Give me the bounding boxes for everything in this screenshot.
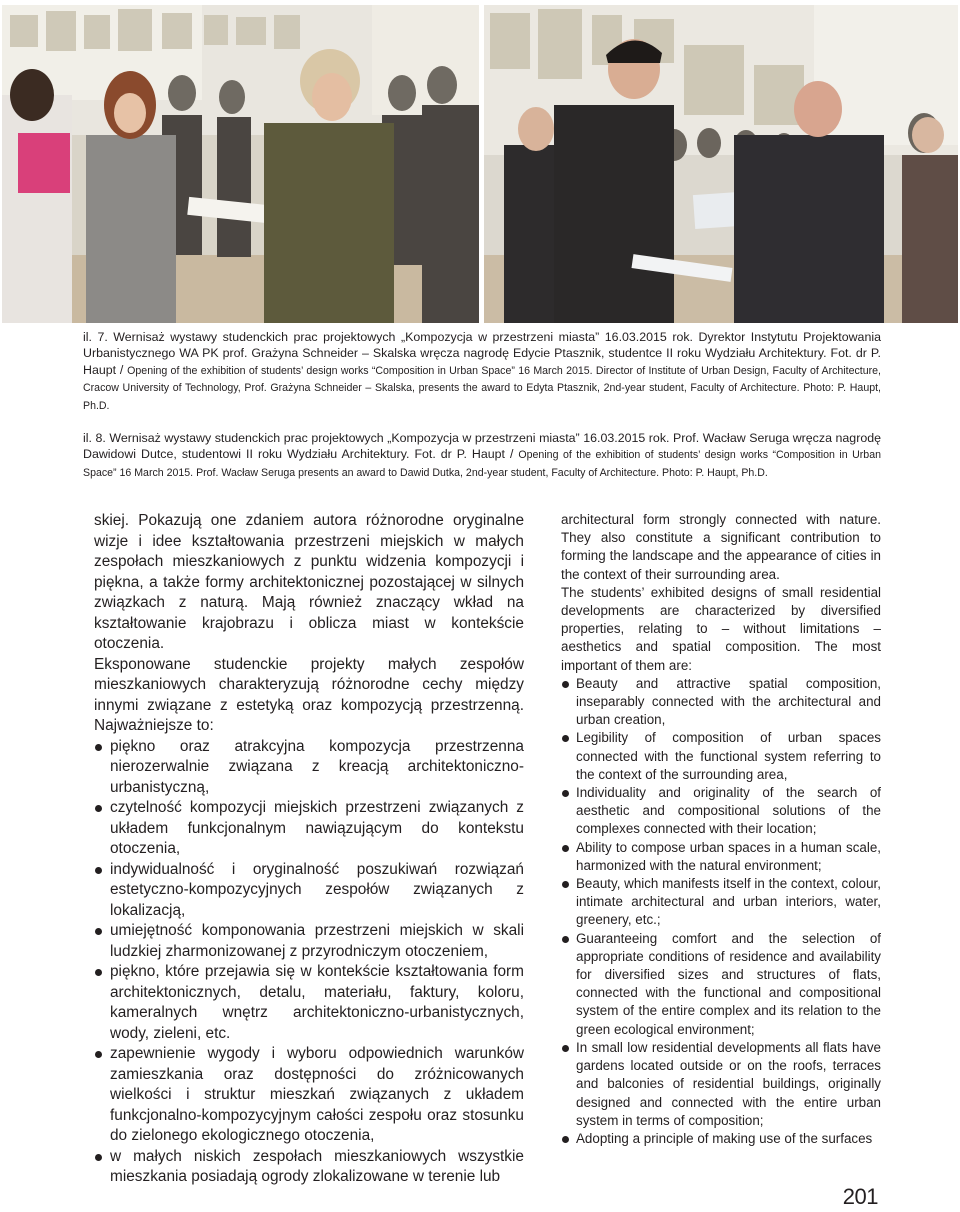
list-item: Beauty, which manifests itself in the context, colour, intimate architectural and urban interiors, water, greenery, etc.;	[561, 875, 881, 930]
caption-il7-en: Opening of the exhibition of students’ design works “Composition in Urban Space” 16 March 2015. Director of Institute of Urban Design, Faculty of Architecture, Cracow University of Technology, Prof. Grażyna Schneider – Skalska, presents the award to Edyta Ptasznik, 2nd-year student, Faculty of Architecture. Photo: P. Haupt, Ph.D.	[83, 364, 881, 412]
list-item: Beauty and attractive spatial composition, inseparably connected with the architectural and urban creation,	[561, 675, 881, 730]
list-item: indywidualność i oryginalność poszukiwań rozwiązań estetyczno-kompozycyjnych zespołów związanych z lokalizacją,	[94, 860, 524, 922]
caption-il8-en: Opening of the exhibition of students’ design works “Composition in Urban Space” 16 March 2015. Prof. Wacław Seruga presents an award to Dawid Dutka, 2nd-year student, Faculty of Architecture. Photo: P. Haupt, Ph.D.	[83, 449, 881, 479]
page-number: 201	[842, 1184, 878, 1209]
list-item: w małych niskich zespołach mieszkaniowych wszystkie mieszkania posiadają ogrody zlokalizowane w terenie lub	[94, 1147, 524, 1188]
paragraph: The students’ exhibited designs of small residential developments are characterized by diversified properties, relating to – without limitations – aesthetics and spatial composition. The most important of them are:	[561, 584, 881, 673]
list-item: Legibility of composition of urban spaces connected with the functional system referring to the context of the surrounding area,	[561, 729, 881, 784]
list-item: Ability to compose urban spaces in a human scale, harmonized with the natural environment;	[561, 839, 881, 875]
caption-il7	[83, 329, 881, 414]
list-item: piękno oraz atrakcyjna kompozycja przestrzenna nierozerwalnie związana z kreacją architektoniczno-urbanistyczną,	[94, 737, 524, 799]
photo-award-edyta	[2, 5, 479, 323]
list-item: Guaranteeing comfort and the selection of appropriate conditions of residence and availability for diversified sizes and structures of flats, connected with the functional and compositional system of the entire complex and its relation to the green ecological environment;	[561, 930, 881, 1039]
text-column-english	[561, 511, 881, 1148]
caption-il7-pl: il. 7. Wernisaż wystawy studenckich prac projektowych „Kompozycja w przestrzeni miasta” 16.03.2015 rok. Dyrektor Instytutu Projektowania Urbanistycznego WA PK prof. Grażyna Schneider – Skalska wręcza nagrodę Edycie Ptasznik, studentce II roku Wydziału Architektury. Fot. dr P. Haupt /	[83, 330, 881, 377]
bullet-list	[94, 737, 524, 1188]
caption-il8-pl: il. 8. Wernisaż wystawy studenckich prac projektowych „Kompozycja w przestrzeni miasta” 16.03.2015 rok. Prof. Wacław Seruga wręcza nagrodę Dawidowi Dutce, studentowi II roku Wydziału Architektury. Fot. dr P. Haupt /	[83, 431, 881, 462]
list-item: piękno, które przejawia się w kontekście kształtowania form architektonicznych, detalu, materiału, faktury, koloru, kameralnych wnętrz architektoniczno-urbanistycznych, wody, zieleni, etc.	[94, 962, 524, 1044]
caption-il8	[83, 430, 881, 481]
figure-captions	[83, 329, 881, 481]
list-item: czytelność kompozycji miejskich przestrzeni związanych z układem funkcjonalnym nawiązującym do kontekstu otoczenia,	[94, 798, 524, 860]
photo-award-dawid	[484, 5, 958, 323]
list-item: In small low residential developments all flats have gardens located outside or on the roofs, terraces and balconies of residential buildings, originally designed and connected with the entire urban system in terms of composition;	[561, 1039, 881, 1130]
list-item: Individuality and originality of the search of aesthetic and compositional solutions of the complexes connected with their location;	[561, 784, 881, 839]
list-item: Adopting a principle of making use of the surfaces	[561, 1130, 881, 1148]
list-item: zapewnienie wygody i wyboru odpowiednich warunków zamieszkania oraz dostępności do zróżnicowanych wielkości i struktur mieszkań związanych z układem funkcjonalno-kompozycyjnym całości zespołu oraz stosunku do zielonego ekologicznego otoczenia,	[94, 1044, 524, 1147]
paragraph: Eksponowane studenckie projekty małych zespołów mieszkaniowych charakteryzują różnorodne cechy między innymi związane z estetyką oraz kompozycją przestrzenną. Najważniejsze to:	[94, 655, 524, 734]
list-item: umiejętność komponowania przestrzeni miejskich w skali ludzkiej zharmonizowanej z przyrodniczym otoczeniem,	[94, 921, 524, 962]
paragraph: architectural form strongly connected with nature. They also constitute a significant contribution to forming the landscape and the appearance of cities in the context of their surrounding area.	[561, 512, 881, 582]
photo-right-illustration	[484, 5, 958, 323]
bullet-list	[561, 675, 881, 1148]
paragraph: skiej. Pokazują one zdaniem autora różnorodne oryginalne wizje i idee kształtowania przestrzeni miejskich w małych zespołach mieszkaniowych z punktu widzenia kompozycji i piękna, a także formy architektonicznej pozostającej w silnych związkach z naturą. Mają również znaczący wkład na kształtowanie krajobrazu i oblicza miast w kontekście otoczenia.	[94, 512, 524, 652]
photo-left-illustration	[2, 5, 479, 323]
text-column-polish	[94, 511, 524, 1188]
